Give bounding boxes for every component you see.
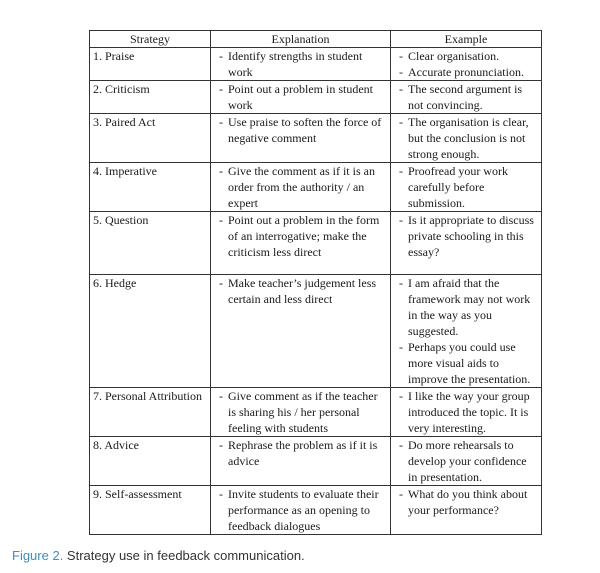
bullet-text: Use praise to soften the force of negative comment — [228, 115, 382, 145]
dash-bullet-icon: - — [399, 82, 403, 96]
dash-bullet-icon: - — [399, 276, 403, 290]
dash-bullet-icon: - — [219, 213, 223, 227]
dash-bullet-icon: - — [399, 164, 403, 178]
header-explanation: Explanation — [211, 31, 391, 48]
dash-bullet-icon: - — [399, 487, 403, 501]
bullet-item — [394, 486, 538, 518]
bullet-text: Perhaps you could use more visual aids to improve the presentation. — [408, 340, 531, 386]
table-row — [90, 275, 542, 388]
example-cell — [391, 163, 542, 212]
table-row — [90, 486, 542, 535]
example-cell — [391, 114, 542, 163]
bullet-item — [214, 388, 387, 436]
dash-bullet-icon: - — [219, 115, 223, 129]
bullet-item — [214, 437, 387, 469]
dash-bullet-icon: - — [399, 65, 403, 79]
bullet-item — [214, 163, 387, 211]
bullet-item — [214, 114, 387, 146]
explanation-cell — [211, 212, 391, 275]
bullet-item — [214, 48, 387, 80]
dash-bullet-icon: - — [399, 340, 403, 354]
example-cell — [391, 81, 542, 114]
bullet-item — [394, 275, 538, 339]
dash-bullet-icon: - — [219, 487, 223, 501]
strategy-cell: 9. Self-assessment — [90, 486, 211, 535]
strategy-cell: 7. Personal Attribution — [90, 388, 211, 437]
explanation-cell — [211, 48, 391, 81]
explanation-cell — [211, 81, 391, 114]
table-row — [90, 114, 542, 163]
caption-text: Strategy use in feedback communication. — [63, 548, 305, 563]
bullet-item — [394, 339, 538, 387]
table-row — [90, 163, 542, 212]
explanation-cell — [211, 437, 391, 486]
dash-bullet-icon: - — [399, 389, 403, 403]
dash-bullet-icon: - — [219, 164, 223, 178]
table-body — [90, 48, 542, 535]
explanation-cell — [211, 486, 391, 535]
bullet-text: Clear organisation. — [408, 49, 500, 63]
bullet-text: Is it appropriate to discuss private schooling in this essay? — [408, 213, 534, 259]
dash-bullet-icon: - — [219, 389, 223, 403]
bullet-text: I am afraid that the framework may not work in the way as you suggested. — [408, 276, 531, 338]
bullet-text: The organisation is clear, but the conclusion is not strong enough. — [408, 115, 529, 161]
bullet-text: Point out a problem in student work — [228, 82, 373, 112]
bullet-text: Point out a problem in the form of an interrogative; make the criticism less direct — [228, 213, 380, 259]
bullet-item — [394, 64, 538, 80]
bullet-item — [394, 114, 538, 162]
dash-bullet-icon: - — [219, 438, 223, 452]
explanation-cell — [211, 114, 391, 163]
example-cell — [391, 212, 542, 275]
bullet-text: Give comment as if the teacher is sharing his / her personal feeling with students — [228, 389, 378, 435]
table-header-row — [90, 31, 542, 48]
example-cell — [391, 437, 542, 486]
strategy-cell: 4. Imperative — [90, 163, 211, 212]
bullet-item — [214, 212, 387, 260]
dash-bullet-icon: - — [399, 438, 403, 452]
dash-bullet-icon: - — [399, 49, 403, 63]
table-row — [90, 212, 542, 275]
strategy-cell: 8. Advice — [90, 437, 211, 486]
table-row — [90, 388, 542, 437]
dash-bullet-icon: - — [399, 213, 403, 227]
dash-bullet-icon: - — [219, 49, 223, 63]
bullet-item — [214, 486, 387, 534]
bullet-text: Do more rehearsals to develop your confidence in presentation. — [408, 438, 527, 484]
header-example: Example — [391, 31, 542, 48]
bullet-item — [394, 388, 538, 436]
example-cell — [391, 486, 542, 535]
example-cell — [391, 275, 542, 388]
explanation-cell — [211, 163, 391, 212]
bullet-item — [394, 212, 538, 260]
table-row — [90, 81, 542, 114]
bullet-text: Proofread your work carefully before submission. — [408, 164, 508, 210]
figure-caption — [12, 548, 305, 563]
bullet-text: Accurate pronunciation. — [408, 65, 524, 79]
strategy-table — [89, 30, 542, 535]
bullet-text: Rephrase the problem as if it is advice — [228, 438, 378, 468]
strategy-cell: 5. Question — [90, 212, 211, 275]
dash-bullet-icon: - — [219, 82, 223, 96]
bullet-item — [214, 81, 387, 113]
header-strategy: Strategy — [90, 31, 211, 48]
bullet-text: Make teacher’s judgement less certain and less direct — [228, 276, 377, 306]
strategy-cell: 6. Hedge — [90, 275, 211, 388]
bullet-item — [214, 275, 387, 307]
example-cell — [391, 48, 542, 81]
strategy-cell: 2. Criticism — [90, 81, 211, 114]
dash-bullet-icon: - — [219, 276, 223, 290]
table-row — [90, 48, 542, 81]
bullet-item — [394, 163, 538, 211]
bullet-text: The second argument is not convincing. — [408, 82, 523, 112]
bullet-text: Invite students to evaluate their performance as an opening to feedback dialogues — [228, 487, 379, 533]
explanation-cell — [211, 275, 391, 388]
strategy-cell: 3. Paired Act — [90, 114, 211, 163]
bullet-text: Identify strengths in student work — [228, 49, 363, 79]
example-cell — [391, 388, 542, 437]
bullet-item — [394, 437, 538, 485]
strategy-cell: 1. Praise — [90, 48, 211, 81]
caption-label: Figure 2. — [12, 548, 64, 563]
dash-bullet-icon: - — [399, 115, 403, 129]
bullet-text: Give the comment as if it is an order from the authority / an expert — [228, 164, 375, 210]
explanation-cell — [211, 388, 391, 437]
bullet-text: What do you think about your performance? — [408, 487, 528, 517]
bullet-item — [394, 81, 538, 113]
bullet-text: I like the way your group introduced the topic. It is very interesting. — [408, 389, 530, 435]
bullet-item — [394, 48, 538, 64]
table-row — [90, 437, 542, 486]
